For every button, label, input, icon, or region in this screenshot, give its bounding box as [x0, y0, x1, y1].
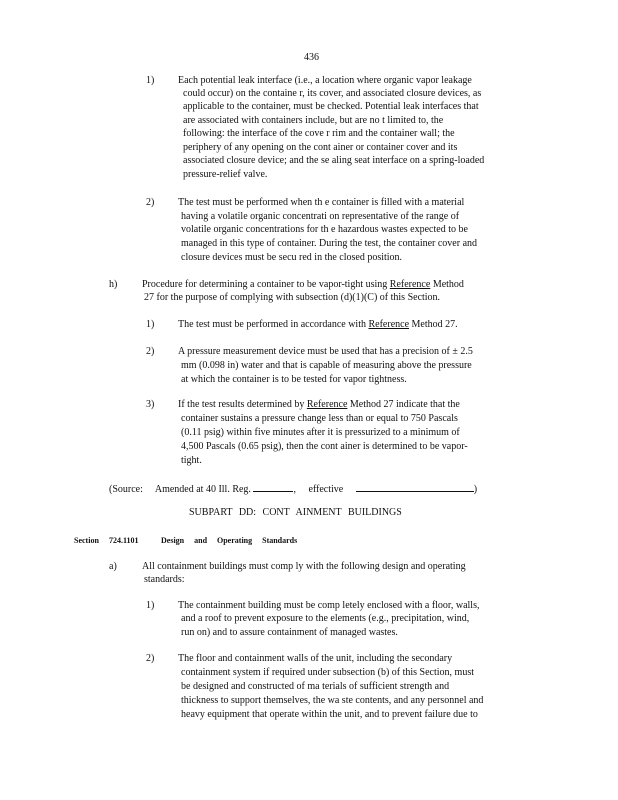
source-note: (Source: Amended at 40 Ill. Reg. , effective )	[109, 481, 477, 496]
h-item-2-line-2: mm (0.098 in) water and that is capable of measuring above the pressure	[181, 360, 472, 371]
h-item-3-line-2: container sustains a pressure change less than or equal to 750 Pascals	[181, 413, 458, 424]
item-1-number: 1)	[146, 75, 155, 86]
item-1-line-5: following: the interface of the cove r rim and the container wall; the	[183, 128, 455, 139]
page-number: 436	[304, 52, 319, 63]
subsection-h-label: h)	[109, 279, 118, 290]
item-2-line-5: closure devices must be secu red in the closed position.	[181, 252, 403, 263]
item-2-line-4: managed in this type of container. During the test, the container cover and	[181, 238, 478, 249]
item-2-line-1: The test must be performed when th e container is filled with a material	[178, 197, 465, 208]
item-1-line-3: applicable to the container, must be checked. Potential leak interfaces that	[183, 101, 479, 112]
h-item-3-line-1: If the test results determined by Reference Method 27 indicate that the	[178, 399, 460, 410]
item-1-line-4: are associated with containers include, but are no t limited to, the	[183, 115, 444, 126]
item-1-line-2: could occur) on the containe r, its cover, and associated closure devices, as	[183, 88, 482, 99]
h-item-1-text: The test must be performed in accordance with Reference Method 27.	[178, 319, 458, 330]
subsection-h-line-2: 27 for the purpose of complying with subsection (d)(1)(C) of this Section.	[144, 292, 441, 303]
item-2-line-2: having a volatile organic concentrati on representative of the range of	[181, 211, 460, 222]
item-1-line-8: pressure-relief valve.	[183, 169, 268, 180]
a-item-1-line-3: run on) and to assure containment of managed wastes.	[181, 627, 398, 638]
a-item-2-line-4: thickness to support themselves, the wa ste contents, and any personnel and	[181, 695, 484, 706]
h-item-1-number: 1)	[146, 319, 155, 330]
subsection-a-line-1: All containment buildings must comp ly with the following design and operating	[142, 561, 466, 572]
a-item-1-line-1: The containment building must be comp letely enclosed with a floor, walls,	[178, 600, 480, 611]
a-item-2-line-3: be designed and constructed of ma terials of sufficient strength and	[181, 681, 450, 692]
h-item-3-line-4: 4,500 Pascals (0.65 psig), then the cont ainer is determined to be vapor-	[181, 441, 468, 452]
h-item-3-line-3: (0.11 psig) within five minutes after it is pressurized to a minimum of	[181, 427, 460, 438]
h-item-3-line-5: tight.	[181, 455, 202, 466]
subsection-h-line-1: Procedure for determining a container to be vapor-tight using Reference Method	[142, 279, 464, 290]
a-item-2-number: 2)	[146, 653, 155, 664]
effective-date-blank	[356, 481, 474, 492]
subpart-heading: SUBPART DD: CONT AINMENT BUILDINGS	[189, 507, 402, 518]
a-item-1-number: 1)	[146, 600, 155, 611]
reference-link: Reference	[389, 279, 431, 290]
h-item-2-line-3: at which the container is to be tested for vapor tightness.	[181, 374, 407, 385]
section-label: Section	[74, 536, 99, 545]
volume-blank	[253, 481, 293, 492]
a-item-2-line-1: The floor and containment walls of the unit, including the secondary	[178, 653, 453, 664]
h-item-2-line-1: A pressure measurement device must be used that has a precision of ± 2.5	[178, 346, 473, 357]
section-number: 724.1101	[109, 536, 139, 545]
h-item-3-number: 3)	[146, 399, 155, 410]
subsection-a-label: a)	[109, 561, 117, 572]
a-item-2-line-2: containment system if required under subsection (b) of this Section, must	[181, 667, 474, 678]
section-title: Design and Operating Standards	[161, 536, 298, 545]
h-item-2-number: 2)	[146, 346, 155, 357]
a-item-1-line-2: and a roof to prevent exposure to the elements (e.g., precipitation, wind,	[181, 613, 470, 624]
item-1-line-6: periphery of any opening on the cont ainer or container cover and its	[183, 142, 458, 153]
item-2-number: 2)	[146, 197, 155, 208]
subsection-a-line-2: standards:	[144, 574, 185, 585]
item-1-line-7: associated closure device; and the se aling seat interface on a spring-loaded	[183, 155, 485, 166]
item-2-line-3: volatile organic concentrations for th e hazardous wastes expected to be	[181, 224, 468, 235]
item-1-line-1: Each potential leak interface (i.e., a location where organic vapor leakage	[178, 75, 472, 86]
a-item-2-line-5: heavy equipment that operate within the unit, and to prevent failure due to	[181, 709, 478, 720]
